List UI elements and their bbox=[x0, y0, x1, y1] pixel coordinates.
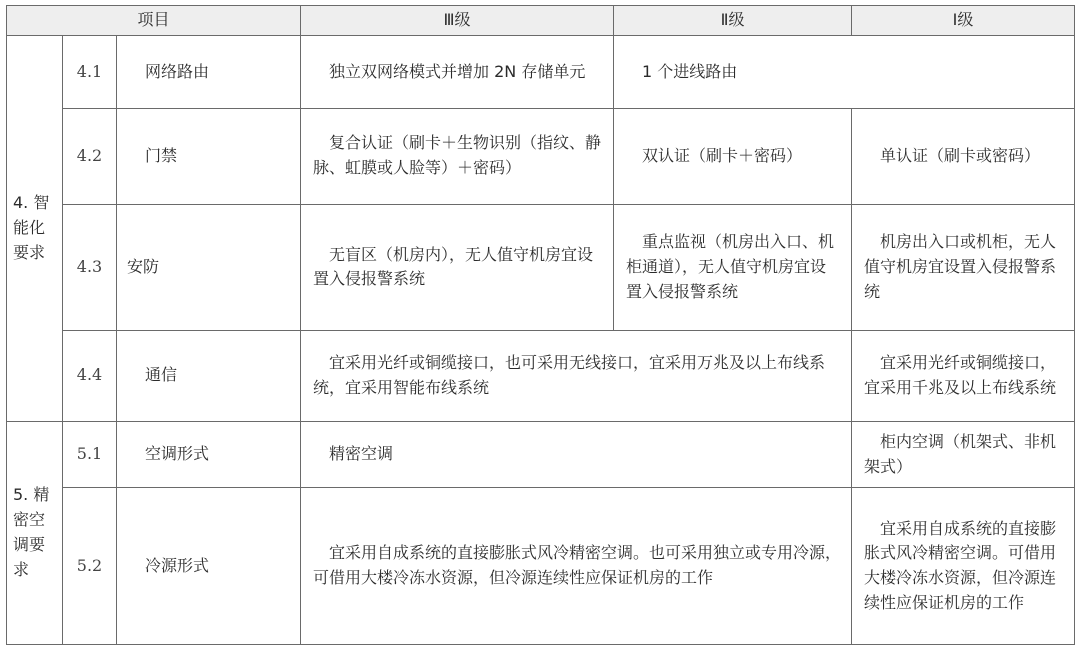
level-1-cell: 柜内空调（机架式、非机架式） bbox=[852, 421, 1075, 488]
level-3-cell: 独立双网络模式并增加 2N 存储单元 bbox=[301, 36, 614, 109]
level-1-cell: 宜采用光纤或铜缆接口，宜采用千兆及以上布线系统 bbox=[852, 330, 1075, 421]
table-row bbox=[7, 488, 1075, 645]
table-row bbox=[7, 36, 1075, 109]
level-3-cell: 复合认证（刷卡＋生物识别（指纹、静脉、虹膜或人脸等）＋密码） bbox=[301, 108, 614, 204]
row-number: 5.2 bbox=[63, 488, 117, 645]
level-2-cell: 重点监视（机房出入口、机柜通道），无人值守机房宜设置入侵报警系统 bbox=[614, 204, 852, 330]
row-name: 网络路由 bbox=[117, 36, 301, 109]
row-number: 4.4 bbox=[63, 330, 117, 421]
level-1-cell: 宜采用自成系统的直接膨胀式风冷精密空调。可借用大楼冷冻水资源，但冷源连续性应保证机房的工作 bbox=[852, 488, 1075, 645]
row-name: 通信 bbox=[117, 330, 301, 421]
table-row bbox=[7, 330, 1075, 421]
header-row bbox=[7, 6, 1075, 36]
header-item: 项目 bbox=[7, 6, 301, 36]
header-level-3: Ⅲ级 bbox=[301, 6, 614, 36]
header-level-1: Ⅰ级 bbox=[852, 6, 1075, 36]
level-1-cell: 单认证（刷卡或密码） bbox=[852, 108, 1075, 204]
level-3-cell: 无盲区（机房内），无人值守机房宜设置入侵报警系统 bbox=[301, 204, 614, 330]
category-smart: 4. 智能化要求 bbox=[7, 36, 63, 422]
category-cooling: 5. 精密空调要求 bbox=[7, 421, 63, 644]
row-name: 冷源形式 bbox=[117, 488, 301, 645]
table-row bbox=[7, 108, 1075, 204]
row-name: 门禁 bbox=[117, 108, 301, 204]
level-3-2-cell: 精密空调 bbox=[301, 421, 852, 488]
table-row bbox=[7, 204, 1075, 330]
level-2-1-cell: 1 个进线路由 bbox=[614, 36, 1075, 109]
level-3-2-cell: 宜采用光纤或铜缆接口，也可采用无线接口，宜采用万兆及以上布线系统，宜采用智能布线系统 bbox=[301, 330, 852, 421]
requirements-table bbox=[6, 5, 1075, 645]
row-number: 4.1 bbox=[63, 36, 117, 109]
row-number: 4.3 bbox=[63, 204, 117, 330]
level-3-2-cell: 宜采用自成系统的直接膨胀式风冷精密空调。也可采用独立或专用冷源，可借用大楼冷冻水资源，但冷源连续性应保证机房的工作 bbox=[301, 488, 852, 645]
header-level-2: Ⅱ级 bbox=[614, 6, 852, 36]
row-number: 4.2 bbox=[63, 108, 117, 204]
level-2-cell: 双认证（刷卡＋密码） bbox=[614, 108, 852, 204]
row-name: 安防 bbox=[117, 204, 301, 330]
level-1-cell: 机房出入口或机柜，无人值守机房宜设置入侵报警系统 bbox=[852, 204, 1075, 330]
row-number: 5.1 bbox=[63, 421, 117, 488]
table-row bbox=[7, 421, 1075, 488]
row-name: 空调形式 bbox=[117, 421, 301, 488]
